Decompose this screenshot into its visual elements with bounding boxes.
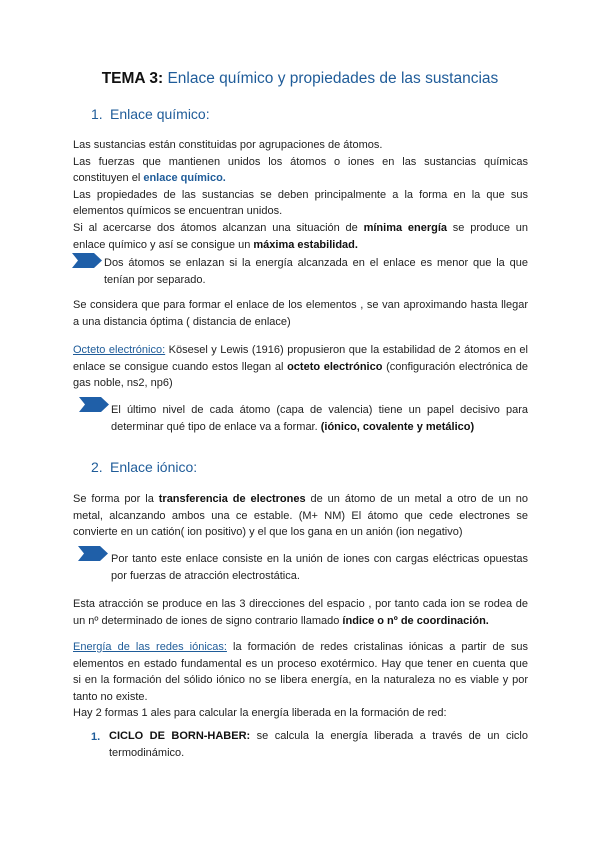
s2-paragraph-2: [73, 596, 528, 629]
bold-term: mínima energía: [363, 221, 448, 234]
text-line: [73, 613, 528, 630]
text-span: determinar qué tipo de enlace va a formar.: [111, 420, 321, 433]
text-line: [109, 728, 528, 745]
text-span: enlace químico y así se consigue un: [73, 238, 254, 251]
text-line: tanto no existe.: [73, 690, 148, 703]
text-span: enlace se consigue cuando estos llegan al: [73, 360, 288, 373]
s2-bullet-1: [111, 551, 528, 584]
s1-paragraph-1: [73, 137, 528, 253]
text-span: la formación de redes cristalinas iónicas a partir de sus: [226, 641, 528, 653]
text-line: elementos en estado fundamental es un proceso exotérmico. Hay que tener en cuenta que: [73, 657, 528, 670]
text-line: Las propiedades de las sustancias se deben principalmente a la forma en la que sus: [73, 188, 528, 201]
s1-paragraph-2: [73, 297, 528, 330]
text-line: Las sustancias están constituidas por agrupaciones de átomos.: [73, 139, 383, 151]
text-line: [73, 359, 528, 376]
bold-term: índice o nº de coordinación.: [342, 614, 489, 627]
chevron-arrow-icon: [72, 253, 102, 268]
text-line: [73, 170, 528, 187]
text-line: [73, 491, 528, 508]
text-line: si en la formación del sólido iónico no se libera energía, en la naturaleza no es viable y por: [73, 674, 528, 687]
section-2-title: Enlace iónico:: [110, 459, 198, 475]
chevron-arrow-icon: [79, 397, 109, 412]
bold-term: transferencia de electrones: [158, 493, 306, 505]
s1-paragraph-3: [73, 342, 528, 392]
section-1-heading: [91, 106, 210, 122]
text-line: Dos átomos se enlazan si la energía alcanzada en el enlace es menor que la que: [104, 257, 528, 269]
title-prefix: TEMA 3:: [101, 70, 164, 87]
octeto-link[interactable]: Octeto electrónico:: [73, 344, 166, 356]
section-2-heading: [91, 459, 197, 475]
title-main: Enlace químico y propiedades de las sustancias: [167, 70, 499, 87]
text-span: Se forma por la: [73, 493, 159, 505]
text-line: tenían por separado.: [104, 273, 206, 286]
text-line: Las fuerzas que mantienen unidos los átomos o iones en las sustancias químicas: [73, 155, 528, 168]
text-line: [73, 220, 528, 237]
text-line: [73, 342, 528, 359]
text-line: Hay 2 formas 1 ales para calcular la energía liberada en la formación de red:: [73, 707, 447, 720]
text-span: un nº determinado de iones de signo contrario llamado: [73, 614, 343, 627]
chevron-arrow-icon: [78, 546, 108, 561]
text-line: Por tanto este enlace consiste en la unión de iones con cargas eléctricas opuestas: [111, 553, 528, 565]
text-span: se produce un: [447, 221, 528, 234]
text-line: por fuerzas de atracción electrostática.: [111, 569, 300, 582]
text-line: gas noble, ns2, np6): [73, 377, 173, 390]
s1-bullet-1: [104, 255, 528, 288]
text-line: termodinámico.: [109, 746, 185, 759]
s2-paragraph-3: [73, 639, 528, 722]
highlight-term: enlace químico.: [143, 172, 226, 185]
section-1-number: 1.: [91, 106, 103, 122]
list-item-title: CICLO DE BORN-HABER:: [109, 730, 251, 742]
text-line: a una distancia óptima ( distancia de enlace): [73, 315, 291, 328]
energia-redes-link[interactable]: Energía de las redes iónicas:: [73, 641, 227, 653]
text-line: Se considera que para formar el enlace de los elementos , se van aproximando hasta llegar: [73, 299, 528, 311]
text-span: se calcula la energía liberada a través de un ciclo: [250, 730, 528, 742]
text-line: metal, alcanzando ambos una ce estable. (M+ NM) El átomo que cede electrones se: [73, 509, 528, 522]
text-line: [73, 237, 528, 254]
bold-term: máxima estabilidad.: [253, 238, 358, 251]
text-line: Esta atracción se produce en las 3 direcciones del espacio , por tanto cada ion se rodea de: [73, 598, 528, 610]
page-title: [0, 70, 600, 88]
list-item-number: 1.: [91, 731, 101, 743]
text-line: El último nivel de cada átomo (capa de valencia) tiene un papel decisivo para: [111, 404, 528, 416]
text-line: convierte en un catión( ion positivo) y el que los gana en un anión (ion negativo): [73, 526, 463, 539]
text-span: Kösesel y Lewis (1916) propusieron que la estabilidad de 2 átomos en el: [165, 344, 528, 356]
bold-term: octeto electrónico: [287, 360, 383, 373]
bold-term: (iónico, covalente y metálico): [320, 420, 475, 433]
s1-bullet-2: [111, 402, 528, 435]
text-span: (configuración electrónica de: [382, 360, 528, 373]
text-line: [111, 419, 528, 436]
section-1-title: Enlace químico:: [110, 106, 210, 122]
text-line: [73, 639, 528, 656]
section-2-number: 2.: [91, 459, 103, 475]
text-span: Si al acercarse dos átomos alcanzan una situación de: [73, 221, 364, 234]
list-item: [109, 728, 528, 761]
s2-paragraph-1: [73, 491, 528, 541]
text-line: elementos químicos se encuentran unidos.: [73, 205, 283, 218]
text-span: constituyen el: [73, 172, 144, 185]
text-span: de un átomo de un metal a otro de un no: [305, 493, 528, 505]
